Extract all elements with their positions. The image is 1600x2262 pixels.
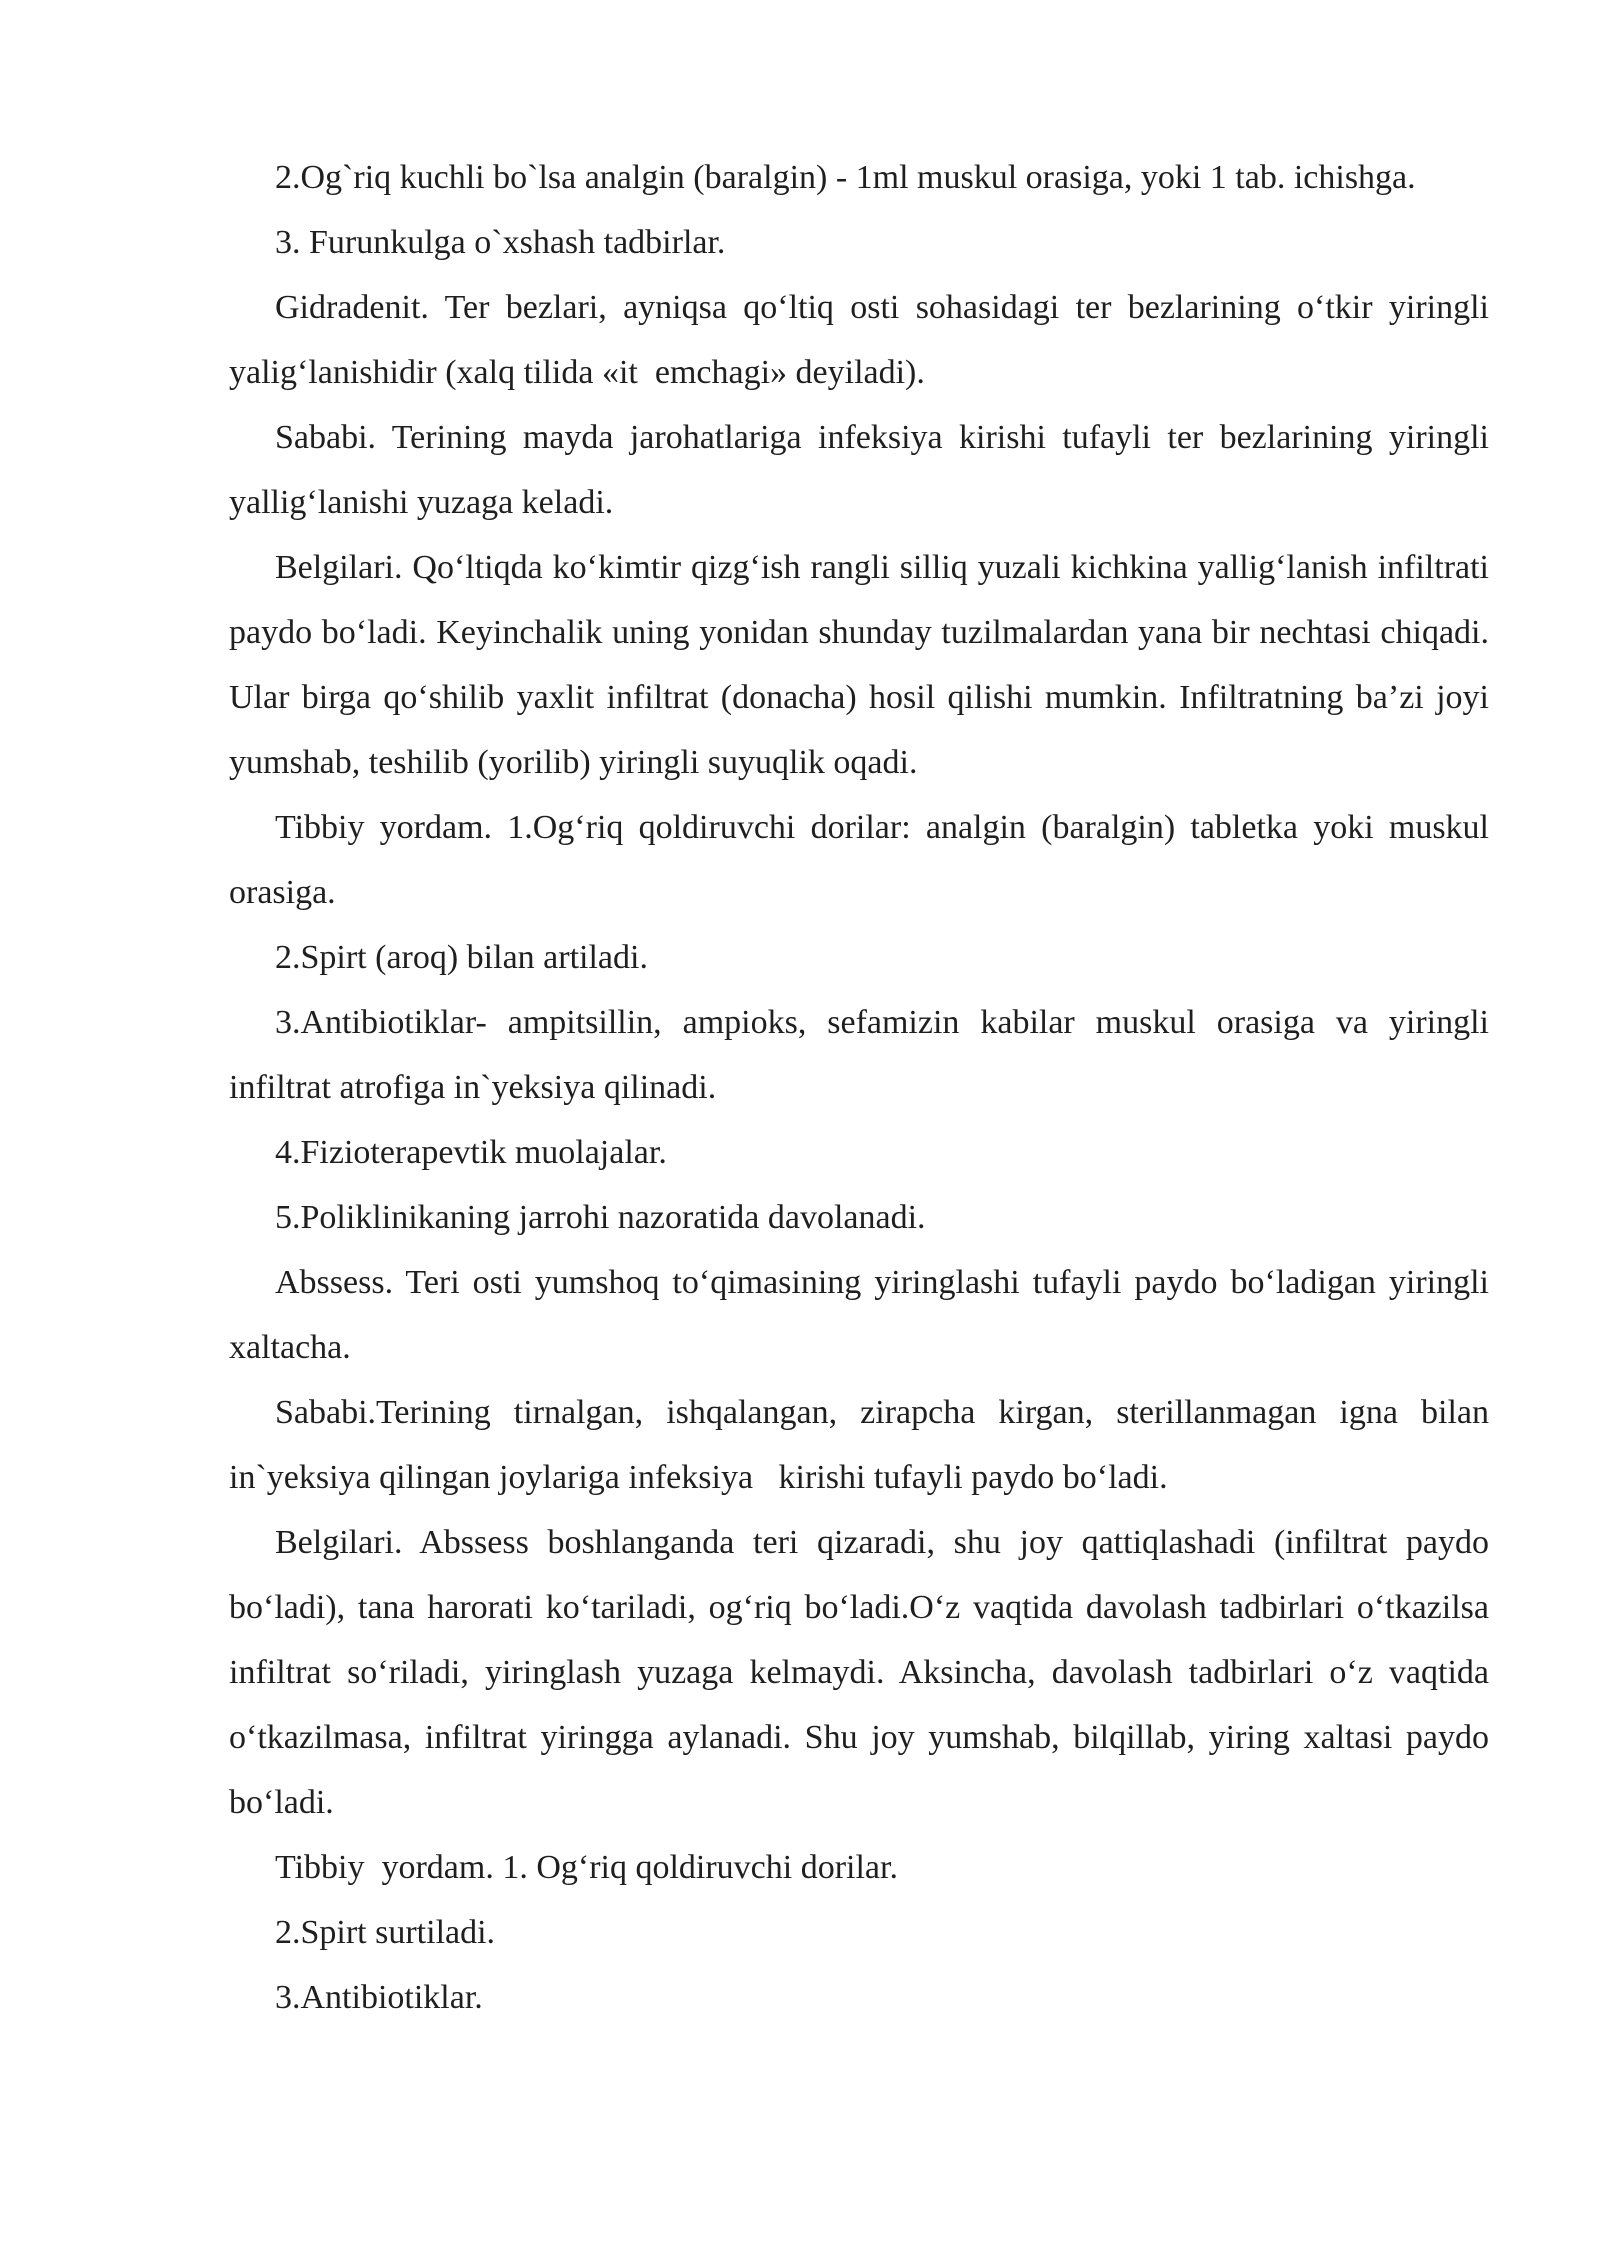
paragraph-abssess-symptoms: Belgilari. Abssess boshlanganda teri qizaradi, shu joy qattiqlashadi (infiltrat paydo bo‘ladi), tana harorati ko‘tariladi, og‘riq bo‘ladi.O‘z vaqtida davolash tadbirlari o‘tkazilsa infiltrat so‘riladi, yiringlash yuzaga kelmaydi. Aksincha, davolash tadbirlari o‘z vaqtida o‘tkazilmasa, infiltrat yiringga aylanadi. Shu joy yumshab, bilqillab, yiring xaltasi paydo bo‘ladi. (229, 1524, 1498, 1821)
paragraph-abssess-definition: Abssess. Teri osti yumshoq to‘qimasining yiringlashi tufayli paydo bo‘ladigan yiringli xaltacha. (229, 1264, 1506, 1366)
paragraph-gidradenit-care-2: 2.Spirt (aroq) bilan artiladi. (275, 939, 648, 976)
paragraph-gidradenit-care-4: 4.Fizioterapevtik muolajalar. (275, 1134, 667, 1171)
paragraph-abssess-care-1: Tibbiy yordam. 1. Og‘riq qoldiruvchi dorilar. (275, 1849, 898, 1886)
document-page (229, 145, 1506, 2030)
paragraph-furunkul-measures: 3. Furunkulga o`xshash tadbirlar. (275, 224, 726, 261)
paragraph-gidradenit-cause: Sababi. Terining mayda jarohatlariga infeksiya kirishi tufayli ter bezlarining yiringli yallig‘lanishi yuzaga keladi. (229, 419, 1498, 521)
paragraph-gidradenit-care-3: 3.Antibiotiklar- ampitsillin, ampioks, sefamizin kabilar muskul orasiga va yiringli infiltrat atrofiga in`yeksiya qilinadi. (229, 1004, 1498, 1106)
paragraph-analgin-dose: 2.Og`riq kuchli bo`lsa analgin (baralgin) - 1ml muskul orasiga, yoki 1 tab. ichishga. (275, 159, 1416, 196)
paragraph-gidradenit-symptoms: Belgilari. Qo‘ltiqda ko‘kimtir qizg‘ish rangli silliq yuzali kichkina yallig‘lanish infiltrati paydo bo‘ladi. Keyinchalik uning yonidan shunday tuzilmalardan yana bir nechtasi chiqadi. Ular birga qo‘shilib yaxlit infiltrat (donacha) hosil qilishi mumkin. Infiltratning ba’zi joyi yumshab, teshilib (yorilib) yiringli suyuqlik oqadi. (229, 549, 1498, 781)
paragraph-abssess-cause: Sababi.Terining tirnalgan, ishqalangan, zirapcha kirgan, sterillanmagan igna bilan in`yeksiya qilingan joylariga infeksiya kirishi tufayli paydo bo‘ladi. (229, 1394, 1498, 1496)
paragraph-gidradenit-care-1: Tibbiy yordam. 1.Og‘riq qoldiruvchi dorilar: analgin (baralgin) tabletka yoki muskul orasiga. (229, 809, 1498, 911)
paragraph-gidradenit-care-5: 5.Poliklinikaning jarrohi nazoratida davolanadi. (275, 1199, 926, 1236)
paragraph-gidradenit-definition: Gidradenit. Ter bezlari, ayniqsa qo‘ltiq osti sohasidagi ter bezlarining o‘tkir yiringli yalig‘lanishidir (xalq tilida «it emchagi» deyiladi). (229, 289, 1498, 391)
paragraph-abssess-care-2: 2.Spirt surtiladi. (275, 1914, 496, 1951)
paragraph-abssess-care-3: 3.Antibiotiklar. (275, 1979, 483, 2016)
